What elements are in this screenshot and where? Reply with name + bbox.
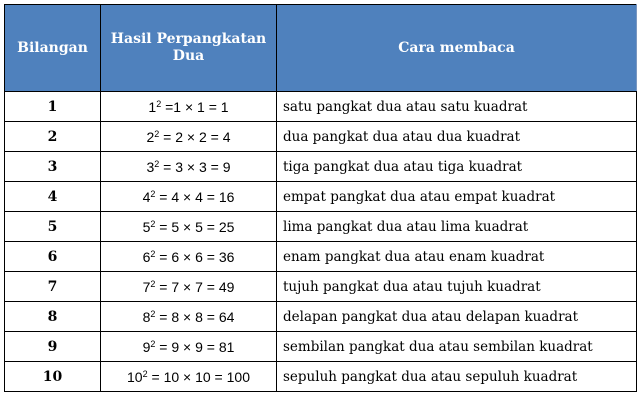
cell-reading: satu pangkat dua atau satu kuadrat	[277, 92, 637, 122]
result-base: 7	[142, 278, 151, 295]
table-row	[5, 242, 637, 272]
cell-number: 1	[5, 92, 101, 122]
cell-number: 7	[5, 272, 101, 302]
table-row	[5, 332, 637, 362]
table-row	[5, 182, 637, 212]
result-exponent: 2	[150, 308, 156, 319]
cell-result	[101, 92, 277, 122]
cell-number: 5	[5, 212, 101, 242]
result-expansion: =1 × 1 = 1	[161, 98, 229, 115]
result-exponent: 2	[150, 248, 156, 259]
result-expansion: = 6 × 6 = 36	[155, 248, 235, 265]
cell-number: 8	[5, 302, 101, 332]
result-expansion: = 5 × 5 = 25	[155, 218, 235, 235]
cell-reading: tiga pangkat dua atau tiga kuadrat	[277, 152, 637, 182]
table-row	[5, 212, 637, 242]
cell-result	[101, 182, 277, 212]
cell-result	[101, 152, 277, 182]
result-expansion: = 7 × 7 = 49	[155, 278, 235, 295]
result-base: 6	[142, 248, 151, 265]
squares-table	[4, 4, 637, 392]
cell-result	[101, 272, 277, 302]
result-exponent: 2	[150, 338, 156, 349]
table-row	[5, 122, 637, 152]
result-expansion: = 10 × 10 = 100	[147, 368, 250, 385]
cell-reading: sembilan pangkat dua atau sembilan kuadrat	[277, 332, 637, 362]
header-cara-membaca: Cara membaca	[277, 5, 637, 92]
cell-reading: tujuh pangkat dua atau tujuh kuadrat	[277, 272, 637, 302]
cell-number: 3	[5, 152, 101, 182]
cell-result	[101, 332, 277, 362]
cell-number: 9	[5, 332, 101, 362]
table-row	[5, 362, 637, 392]
result-expansion: = 9 × 9 = 81	[155, 338, 235, 355]
result-expansion: = 4 × 4 = 16	[155, 188, 235, 205]
result-base: 5	[142, 218, 151, 235]
result-exponent: 2	[150, 218, 156, 229]
table-row	[5, 152, 637, 182]
cell-result	[101, 242, 277, 272]
result-exponent: 2	[154, 158, 160, 169]
table-row	[5, 302, 637, 332]
cell-reading: lima pangkat dua atau lima kuadrat	[277, 212, 637, 242]
result-base: 10	[127, 368, 143, 385]
result-exponent: 2	[154, 128, 160, 139]
cell-result	[101, 362, 277, 392]
result-base: 2	[146, 128, 155, 145]
result-exponent: 2	[150, 278, 156, 289]
table-header-row	[5, 5, 637, 92]
result-exponent: 2	[150, 188, 156, 199]
cell-reading: dua pangkat dua atau dua kuadrat	[277, 122, 637, 152]
cell-reading: sepuluh pangkat dua atau sepuluh kuadrat	[277, 362, 637, 392]
result-base: 3	[146, 158, 155, 175]
table-row	[5, 92, 637, 122]
cell-number: 4	[5, 182, 101, 212]
result-expansion: = 8 × 8 = 64	[155, 308, 235, 325]
result-expansion: = 2 × 2 = 4	[159, 128, 231, 145]
result-expansion: = 3 × 3 = 9	[159, 158, 231, 175]
cell-reading: empat pangkat dua atau empat kuadrat	[277, 182, 637, 212]
cell-result	[101, 302, 277, 332]
header-hasil-perpangkatan: Hasil Perpangkatan Dua	[101, 5, 277, 92]
cell-reading: delapan pangkat dua atau delapan kuadrat	[277, 302, 637, 332]
header-bilangan: Bilangan	[5, 5, 101, 92]
result-base: 8	[142, 308, 151, 325]
table-row	[5, 272, 637, 302]
result-base: 4	[142, 188, 151, 205]
cell-number: 10	[5, 362, 101, 392]
result-exponent: 2	[142, 368, 148, 379]
cell-number: 6	[5, 242, 101, 272]
result-base: 9	[142, 338, 151, 355]
result-exponent: 2	[156, 98, 162, 109]
cell-result	[101, 122, 277, 152]
result-base: 1	[148, 98, 157, 115]
cell-reading: enam pangkat dua atau enam kuadrat	[277, 242, 637, 272]
cell-number: 2	[5, 122, 101, 152]
table-container	[4, 4, 637, 392]
cell-result	[101, 212, 277, 242]
